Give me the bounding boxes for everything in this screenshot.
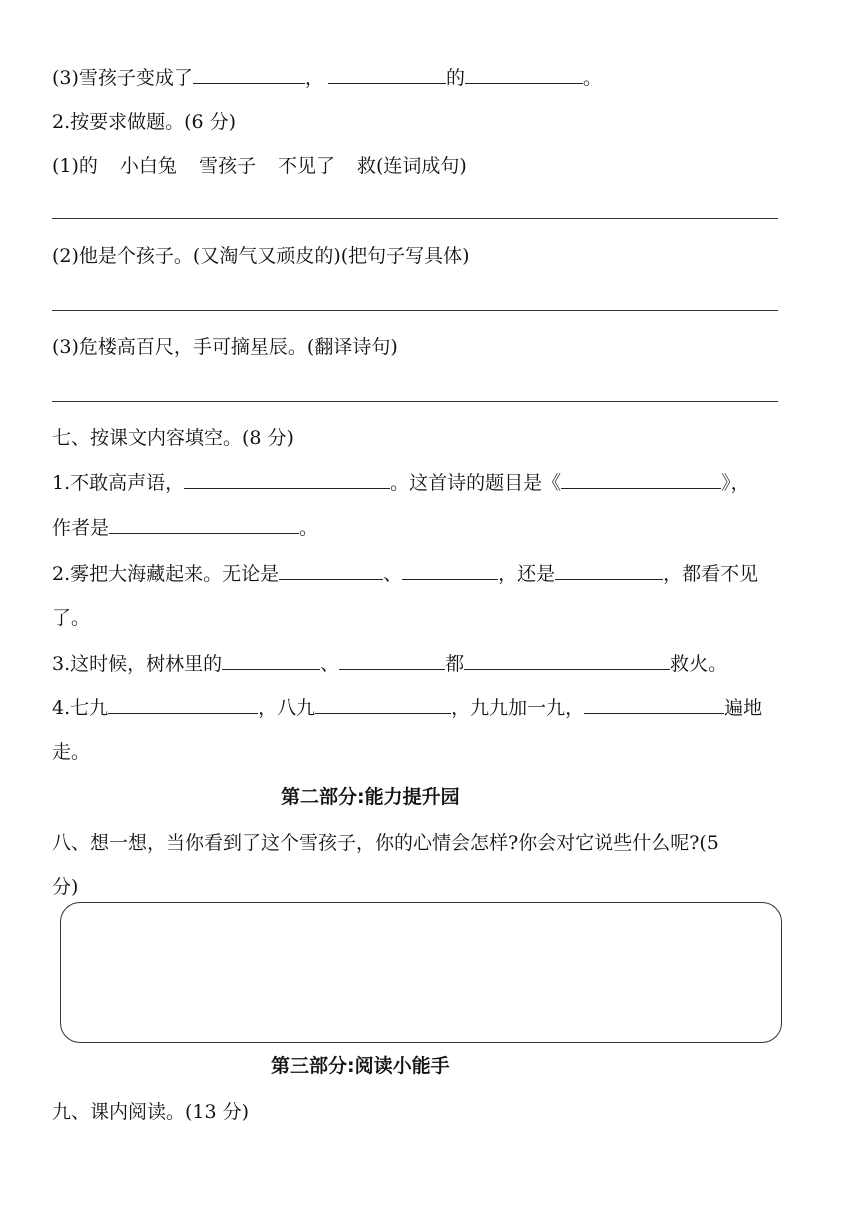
fill-line-q7-4 [52, 694, 762, 721]
prompt-text: 3.这时候，树林里的 [52, 653, 223, 675]
answer-box[interactable] [60, 902, 782, 1043]
prompt-text: (3)雪孩子变成了 [52, 67, 193, 89]
prompt-text: 。 [582, 67, 602, 89]
prompt-text: ，还是 [498, 563, 556, 585]
answer-line[interactable] [52, 401, 778, 402]
answer-blank[interactable] [555, 560, 663, 580]
answer-blank[interactable] [465, 64, 583, 84]
answer-blank[interactable] [561, 469, 721, 489]
prompt-text: 。这首诗的题目是《 [390, 472, 562, 494]
answer-blank[interactable] [584, 694, 724, 714]
word: 小白兔 [119, 155, 177, 177]
prompt-text: 》， [721, 472, 750, 494]
word: 救(连词成句) [356, 155, 467, 177]
expand-sentence-prompt: (2)他是个孩子。(又淘气又顽皮的)(把句子写具体) [52, 245, 470, 267]
fill-line-q7-2b: 了。 [52, 607, 91, 629]
section-8-question: 八、想一想，当你看到了这个雪孩子，你的心情会怎样?你会对它说些什么呢?(5 [52, 832, 719, 854]
prompt-text: ，都看不见 [663, 563, 759, 585]
answer-blank[interactable] [315, 694, 451, 714]
fill-line-q7-1b [52, 514, 318, 541]
fill-line-q7-3 [52, 650, 727, 677]
answer-blank[interactable] [222, 650, 320, 670]
word: 雪孩子 [198, 155, 256, 177]
translate-poem-prompt: (3)危楼高百尺，手可摘星辰。(翻译诗句) [52, 336, 398, 358]
fill-line-q7-4b: 走。 [52, 741, 91, 763]
part-3-heading: 第三部分:阅读小能手 [271, 1055, 450, 1077]
word: (1)的 [52, 155, 98, 177]
answer-blank[interactable] [402, 560, 498, 580]
prompt-text: 遍地 [724, 697, 763, 719]
answer-blank[interactable] [464, 650, 670, 670]
answer-blank[interactable] [108, 694, 258, 714]
answer-blank[interactable] [328, 64, 446, 84]
prompt-text: 都 [445, 653, 465, 675]
answer-blank[interactable] [109, 514, 299, 534]
prompt-text: 1.不敢高声语， [52, 472, 185, 494]
answer-line[interactable] [52, 218, 778, 219]
answer-blank[interactable] [193, 64, 305, 84]
word: 不见了 [277, 155, 335, 177]
prompt-text: 、 [320, 653, 340, 675]
prompt-text: ，八九 [258, 697, 316, 719]
prompt-text: 救火。 [670, 653, 728, 675]
section-9-title: 九、课内阅读。(13 分) [52, 1101, 250, 1123]
prompt-text: ，九九加一九， [451, 697, 585, 719]
word-order-prompt [52, 153, 467, 179]
part-2-heading: 第二部分:能力提升园 [281, 786, 460, 808]
comma-text: ， [304, 67, 324, 89]
prompt-text: 4.七九 [52, 697, 109, 719]
prompt-text: 、 [383, 563, 403, 585]
answer-blank[interactable] [339, 650, 445, 670]
fill-line-q7-1 [52, 469, 750, 496]
prompt-text: 。 [299, 517, 319, 539]
answer-blank[interactable] [279, 560, 383, 580]
fill-line-q6-3 [52, 64, 602, 91]
section-8-question-cont: 分) [52, 876, 79, 898]
fill-line-q7-2 [52, 560, 758, 587]
prompt-text: 2.雾把大海藏起来。无论是 [52, 563, 280, 585]
answer-line[interactable] [52, 310, 778, 311]
prompt-text: 作者是 [52, 517, 110, 539]
prompt-text: 的 [445, 67, 465, 89]
answer-blank[interactable] [184, 469, 390, 489]
section-2-title: 2.按要求做题。(6 分) [52, 111, 237, 133]
section-7-title: 七、按课文内容填空。(8 分) [52, 427, 294, 449]
